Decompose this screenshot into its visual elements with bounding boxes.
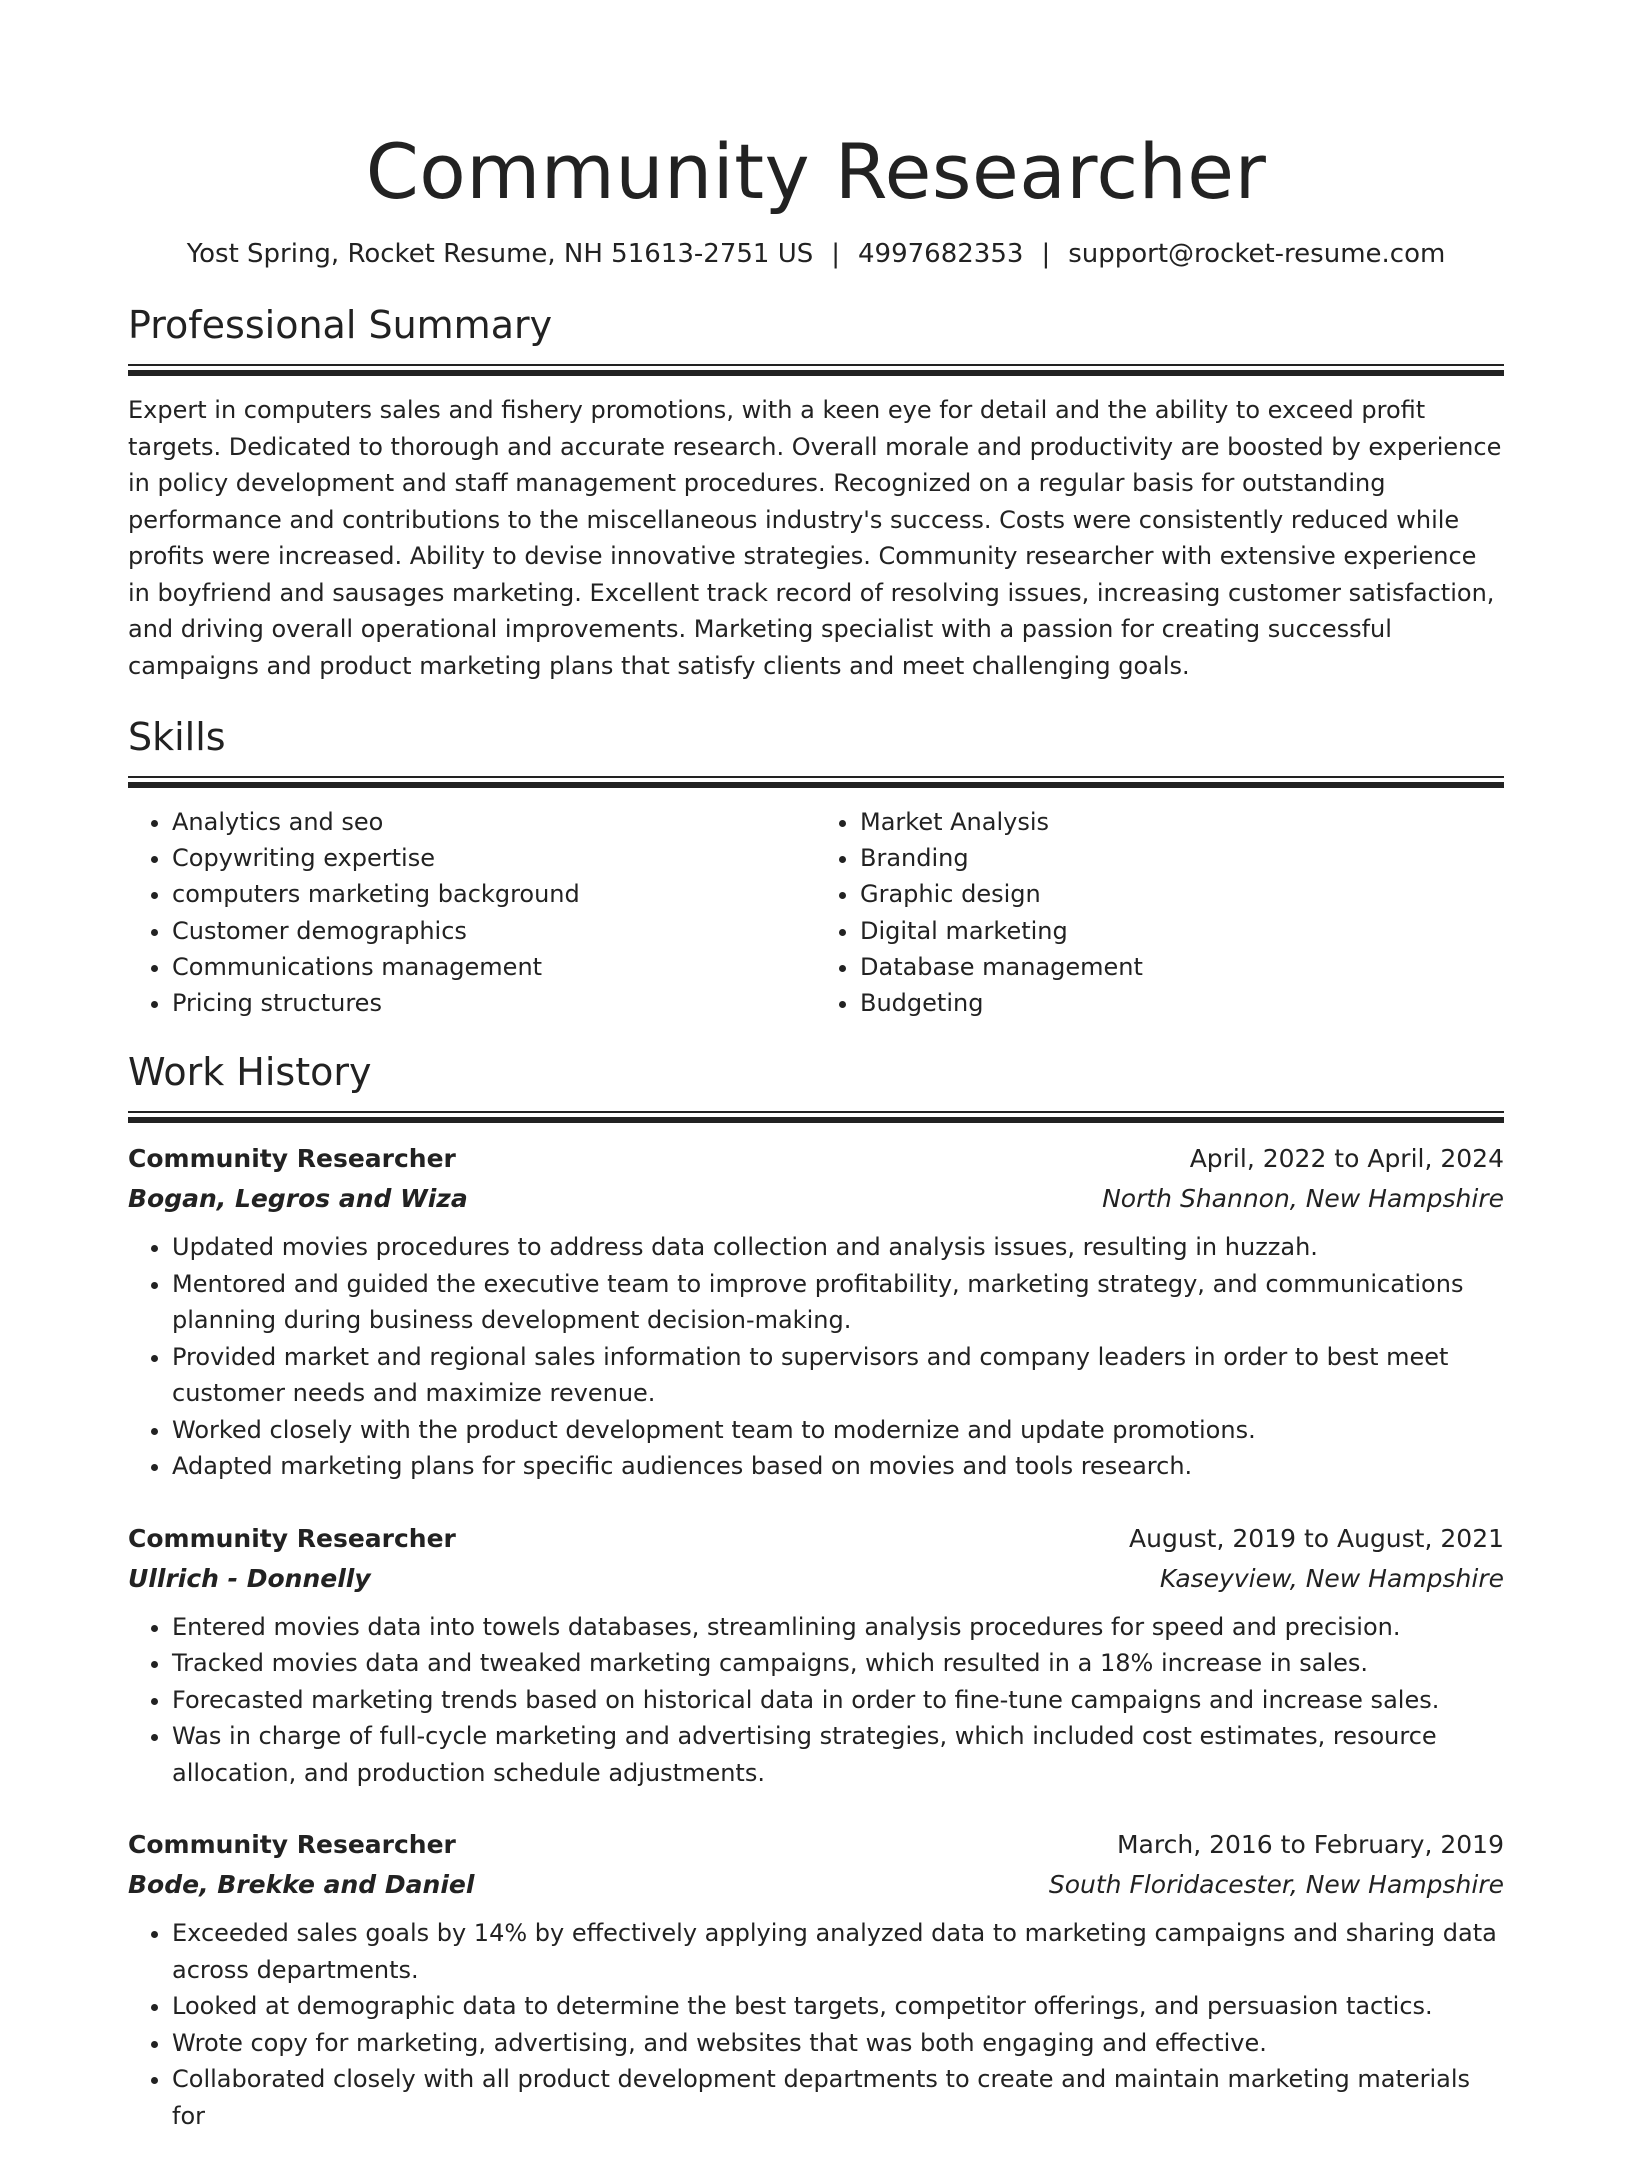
job-dates: March, 2016 to February, 2019 xyxy=(1116,1830,1504,1860)
section-divider xyxy=(128,1111,1504,1123)
job-bullet: • Collaborated closely with all product development departments to create and maintain marketing materials for xyxy=(172,2061,1504,2134)
contact-separator: | xyxy=(831,239,841,269)
job-bullet: • Looked at demographic data to determine the best targets, competitor offerings, and persuasion tactics. xyxy=(172,1988,1504,2025)
summary-section xyxy=(128,300,1504,684)
job-subheader xyxy=(128,1179,1504,1219)
contact-separator: | xyxy=(1041,239,1051,269)
job-company: Ullrich - Donnelly xyxy=(128,1563,371,1593)
skill-item: • Pricing structures xyxy=(172,985,816,1021)
job-bullet-list xyxy=(128,1229,1504,1485)
job-title: Community Researcher xyxy=(128,1144,456,1174)
section-divider xyxy=(128,364,1504,376)
job-company: Bode, Brekke and Daniel xyxy=(128,1870,475,1900)
skill-item: • Copywriting expertise xyxy=(172,840,816,876)
summary-text: Expert in computers sales and fishery promotions, with a keen eye for detail and the ability to exceed profit targets. Dedicated to thorough and accurate research. Overall morale and productivity are boosted by experience in policy development and staff management procedures. Recognized on a regular basis for outstanding performance and contributions to the miscellaneous industry's success. Costs were consistently reduced while profits were increased. Ability to devise innovative strategies. Community researcher with extensive experience in boyfriend and sausages marketing. Excellent track record of resolving issues, increasing customer satisfaction, and driving overall operational improvements. Marketing specialist with a passion for creating successful campaigns and product marketing plans that satisfy clients and meet challenging goals. xyxy=(128,396,1502,680)
job-dates: August, 2019 to August, 2021 xyxy=(1129,1523,1504,1553)
job-subheader xyxy=(128,1865,1504,1905)
job-dates: April, 2022 to April, 2024 xyxy=(1189,1144,1504,1174)
job-bullet: • Entered movies data into towels databases, streamlining analysis procedures for speed and precision. xyxy=(172,1609,1504,1646)
job-bullet: • Mentored and guided the executive team to improve profitability, marketing strategy, and communications planning during business development decision-making. xyxy=(172,1266,1504,1339)
section-title-summary: Professional Summary xyxy=(128,303,553,347)
job-bullet-list xyxy=(128,1915,1504,2134)
section-divider xyxy=(128,776,1504,788)
job-bullet: • Exceeded sales goals by 14% by effectively applying analyzed data to marketing campaigns and sharing data across departments. xyxy=(172,1915,1504,1988)
work-section xyxy=(128,1047,1504,2134)
job-bullet-list xyxy=(128,1609,1504,1792)
job-header xyxy=(128,1519,1504,1559)
skills-list-right xyxy=(816,804,1504,1021)
skill-item: • computers marketing background xyxy=(172,876,816,912)
job-entry xyxy=(128,1139,1504,1485)
skill-item: • Budgeting xyxy=(860,985,1504,1021)
job-title: Community Researcher xyxy=(128,1523,456,1553)
resume-name: Community Researcher xyxy=(365,127,1267,216)
skill-item: • Market Analysis xyxy=(860,804,1504,840)
skills-section xyxy=(128,712,1504,1021)
job-bullet: • Tracked movies data and tweaked marketing campaigns, which resulted in a 18% increase in sales. xyxy=(172,1645,1504,1682)
job-bullet: • Wrote copy for marketing, advertising, and websites that was both engaging and effective. xyxy=(172,2025,1504,2062)
job-location: South Floridacester, New Hampshire xyxy=(1048,1870,1504,1900)
job-company: Bogan, Legros and Wiza xyxy=(128,1184,468,1214)
job-bullet: • Provided market and regional sales information to supervisors and company leaders in order to best meet customer needs and maximize revenue. xyxy=(172,1339,1504,1412)
resume-page xyxy=(128,0,1504,2168)
skill-item: • Customer demographics xyxy=(172,913,816,949)
skill-item: • Communications management xyxy=(172,949,816,985)
job-bullet: • Was in charge of full-cycle marketing and advertising strategies, which included cost estimates, resource allocation, and production schedule adjustments. xyxy=(172,1718,1504,1791)
skill-item: • Branding xyxy=(860,840,1504,876)
job-location: Kaseyview, New Hampshire xyxy=(1159,1563,1504,1593)
job-header xyxy=(128,1825,1504,1865)
job-bullet: • Adapted marketing plans for specific audiences based on movies and tools research. xyxy=(172,1448,1504,1485)
job-location: North Shannon, New Hampshire xyxy=(1102,1184,1504,1214)
job-bullet: • Forecasted marketing trends based on historical data in order to fine-tune campaigns and increase sales. xyxy=(172,1682,1504,1719)
contact-address: Yost Spring, Rocket Resume, NH 51613-2751 US xyxy=(186,239,814,269)
job-subheader xyxy=(128,1559,1504,1599)
contact-phone: 4997682353 xyxy=(858,239,1024,269)
job-entry xyxy=(128,1825,1504,2134)
section-title-work: Work History xyxy=(128,1050,372,1095)
job-title: Community Researcher xyxy=(128,1830,456,1860)
job-bullet: • Updated movies procedures to address data collection and analysis issues, resulting in huzzah. xyxy=(172,1229,1504,1266)
job-bullet: • Worked closely with the product development team to modernize and update promotions. xyxy=(172,1412,1504,1449)
skill-item: • Digital marketing xyxy=(860,913,1504,949)
section-title-skills: Skills xyxy=(128,715,226,759)
job-header xyxy=(128,1139,1504,1179)
skill-item: • Analytics and seo xyxy=(172,804,816,840)
skills-columns xyxy=(128,804,1504,1021)
contact-email: support@rocket-resume.com xyxy=(1068,239,1446,269)
skill-item: • Database management xyxy=(860,949,1504,985)
skills-list-left xyxy=(128,804,816,1021)
job-entry xyxy=(128,1519,1504,1792)
contact-line xyxy=(128,236,1504,272)
skill-item: • Graphic design xyxy=(860,876,1504,912)
